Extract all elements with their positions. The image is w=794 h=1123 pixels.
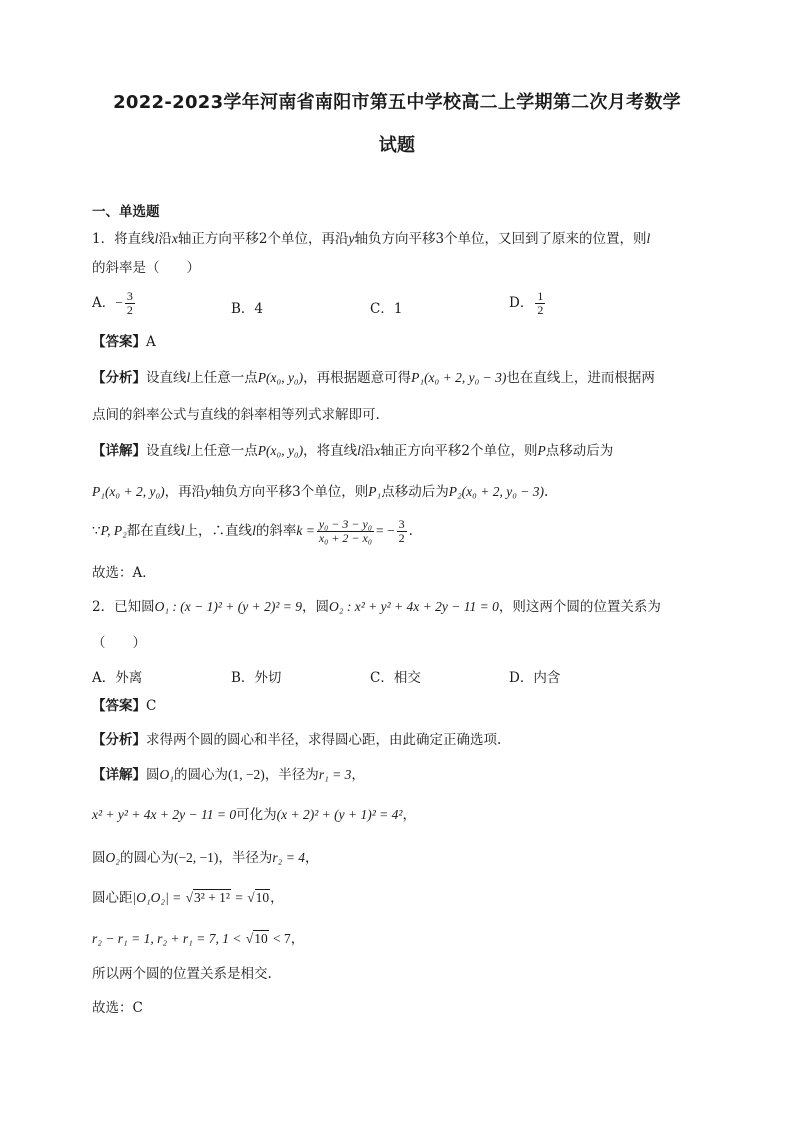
section-heading: 一、单选题 [92, 204, 160, 220]
q2-stem-line2: （ ） [92, 635, 146, 651]
q2-detail-line4: 圆心距|O₁O₂| = √3² + 1² = √10， [92, 890, 284, 906]
q1-option-b: B．4 [231, 301, 264, 317]
q2-option-c: C．相交 [370, 670, 421, 686]
q2-detail-line3: 圆O₂的圆心为(−2, −1)，半径为r₂ = 4， [92, 850, 319, 866]
q1-analysis-line1: 【分析】设直线l上任意一点P(x₀, y₀)，再根据题意可得P₁(x₀ + 2, y₀ − 3)也在直线上，进而根据两 [92, 370, 655, 386]
q1-option-c: C．1 [370, 301, 403, 317]
q2-conclusion: 所以两个圆的位置关系是相交. [92, 966, 272, 982]
q1-stem-line1: 1．将直线l沿x轴正方向平移2个单位，再沿y轴负方向平移3个单位，又回到了原来的位置，则l [92, 231, 651, 247]
q1-detail-line2: P₁(x₀ + 2, y₀)，再沿y轴负方向平移3个单位，则P₁点移动后为P₂(x₀ + 2, y₀ − 3). [92, 484, 549, 500]
document-title-line2: 试题 [378, 135, 416, 156]
document-title-line1: 2022-2023学年河南省南阳市第五中学校高二上学期第二次月考数学 [113, 92, 681, 113]
q1-detail-line3: ∵P, P₂都在直线l上，∴直线l的斜率k = $\frac{\text{y₀ − 3 − y₀}}{\text{x₀ + 2 − x₀}}$ = − $\frac{3}{2}$ . [92, 517, 413, 545]
q2-option-b: B．外切 [231, 670, 282, 686]
q1-answer: 【答案】A [92, 334, 156, 350]
q2-analysis: 【分析】求得两个圆的圆心和半径，求得圆心距，由此确定正确选项. [92, 732, 502, 748]
q1-stem-line2: 的斜率是（ ） [92, 260, 200, 276]
q1-option-d: D． $\frac{1}{2}$ [509, 289, 544, 317]
q2-answer: 【答案】C [92, 698, 157, 714]
q2-detail-line5: r₂ − r₁ = 1, r₂ + r₁ = 7, 1 < √10 < 7， [92, 931, 305, 947]
q2-detail-line1: 【详解】圆O₁的圆心为(1, −2)，半径为r₁ = 3， [92, 767, 365, 783]
q2-choose: 故选：C [92, 1000, 143, 1016]
q1-option-a: A．− $\frac{3}{2}$ [92, 289, 133, 317]
q1-choose: 故选：A． [92, 565, 156, 581]
q2-option-d: D．内含 [509, 670, 561, 686]
q1-analysis-line2: 点间的斜率公式与直线的斜率相等列式求解即可. [92, 407, 380, 423]
q2-detail-line2: x² + y² + 4x + 2y − 11 = 0可化为(x + 2)² + (y + 1)² = 4²， [92, 807, 416, 823]
q2-option-a: A．外离 [92, 670, 143, 686]
q1-detail-line1: 【详解】设直线l上任意一点P(x₀, y₀)，将直线l沿x轴正方向平移2个单位，则P点移动后为 [92, 443, 614, 459]
q2-stem-line1: 2．已知圆O₁ : (x − 1)² + (y + 2)² = 9，圆O₂ : x² + y² + 4x + 2y − 11 = 0，则这两个圆的位置关系为 [92, 599, 661, 615]
